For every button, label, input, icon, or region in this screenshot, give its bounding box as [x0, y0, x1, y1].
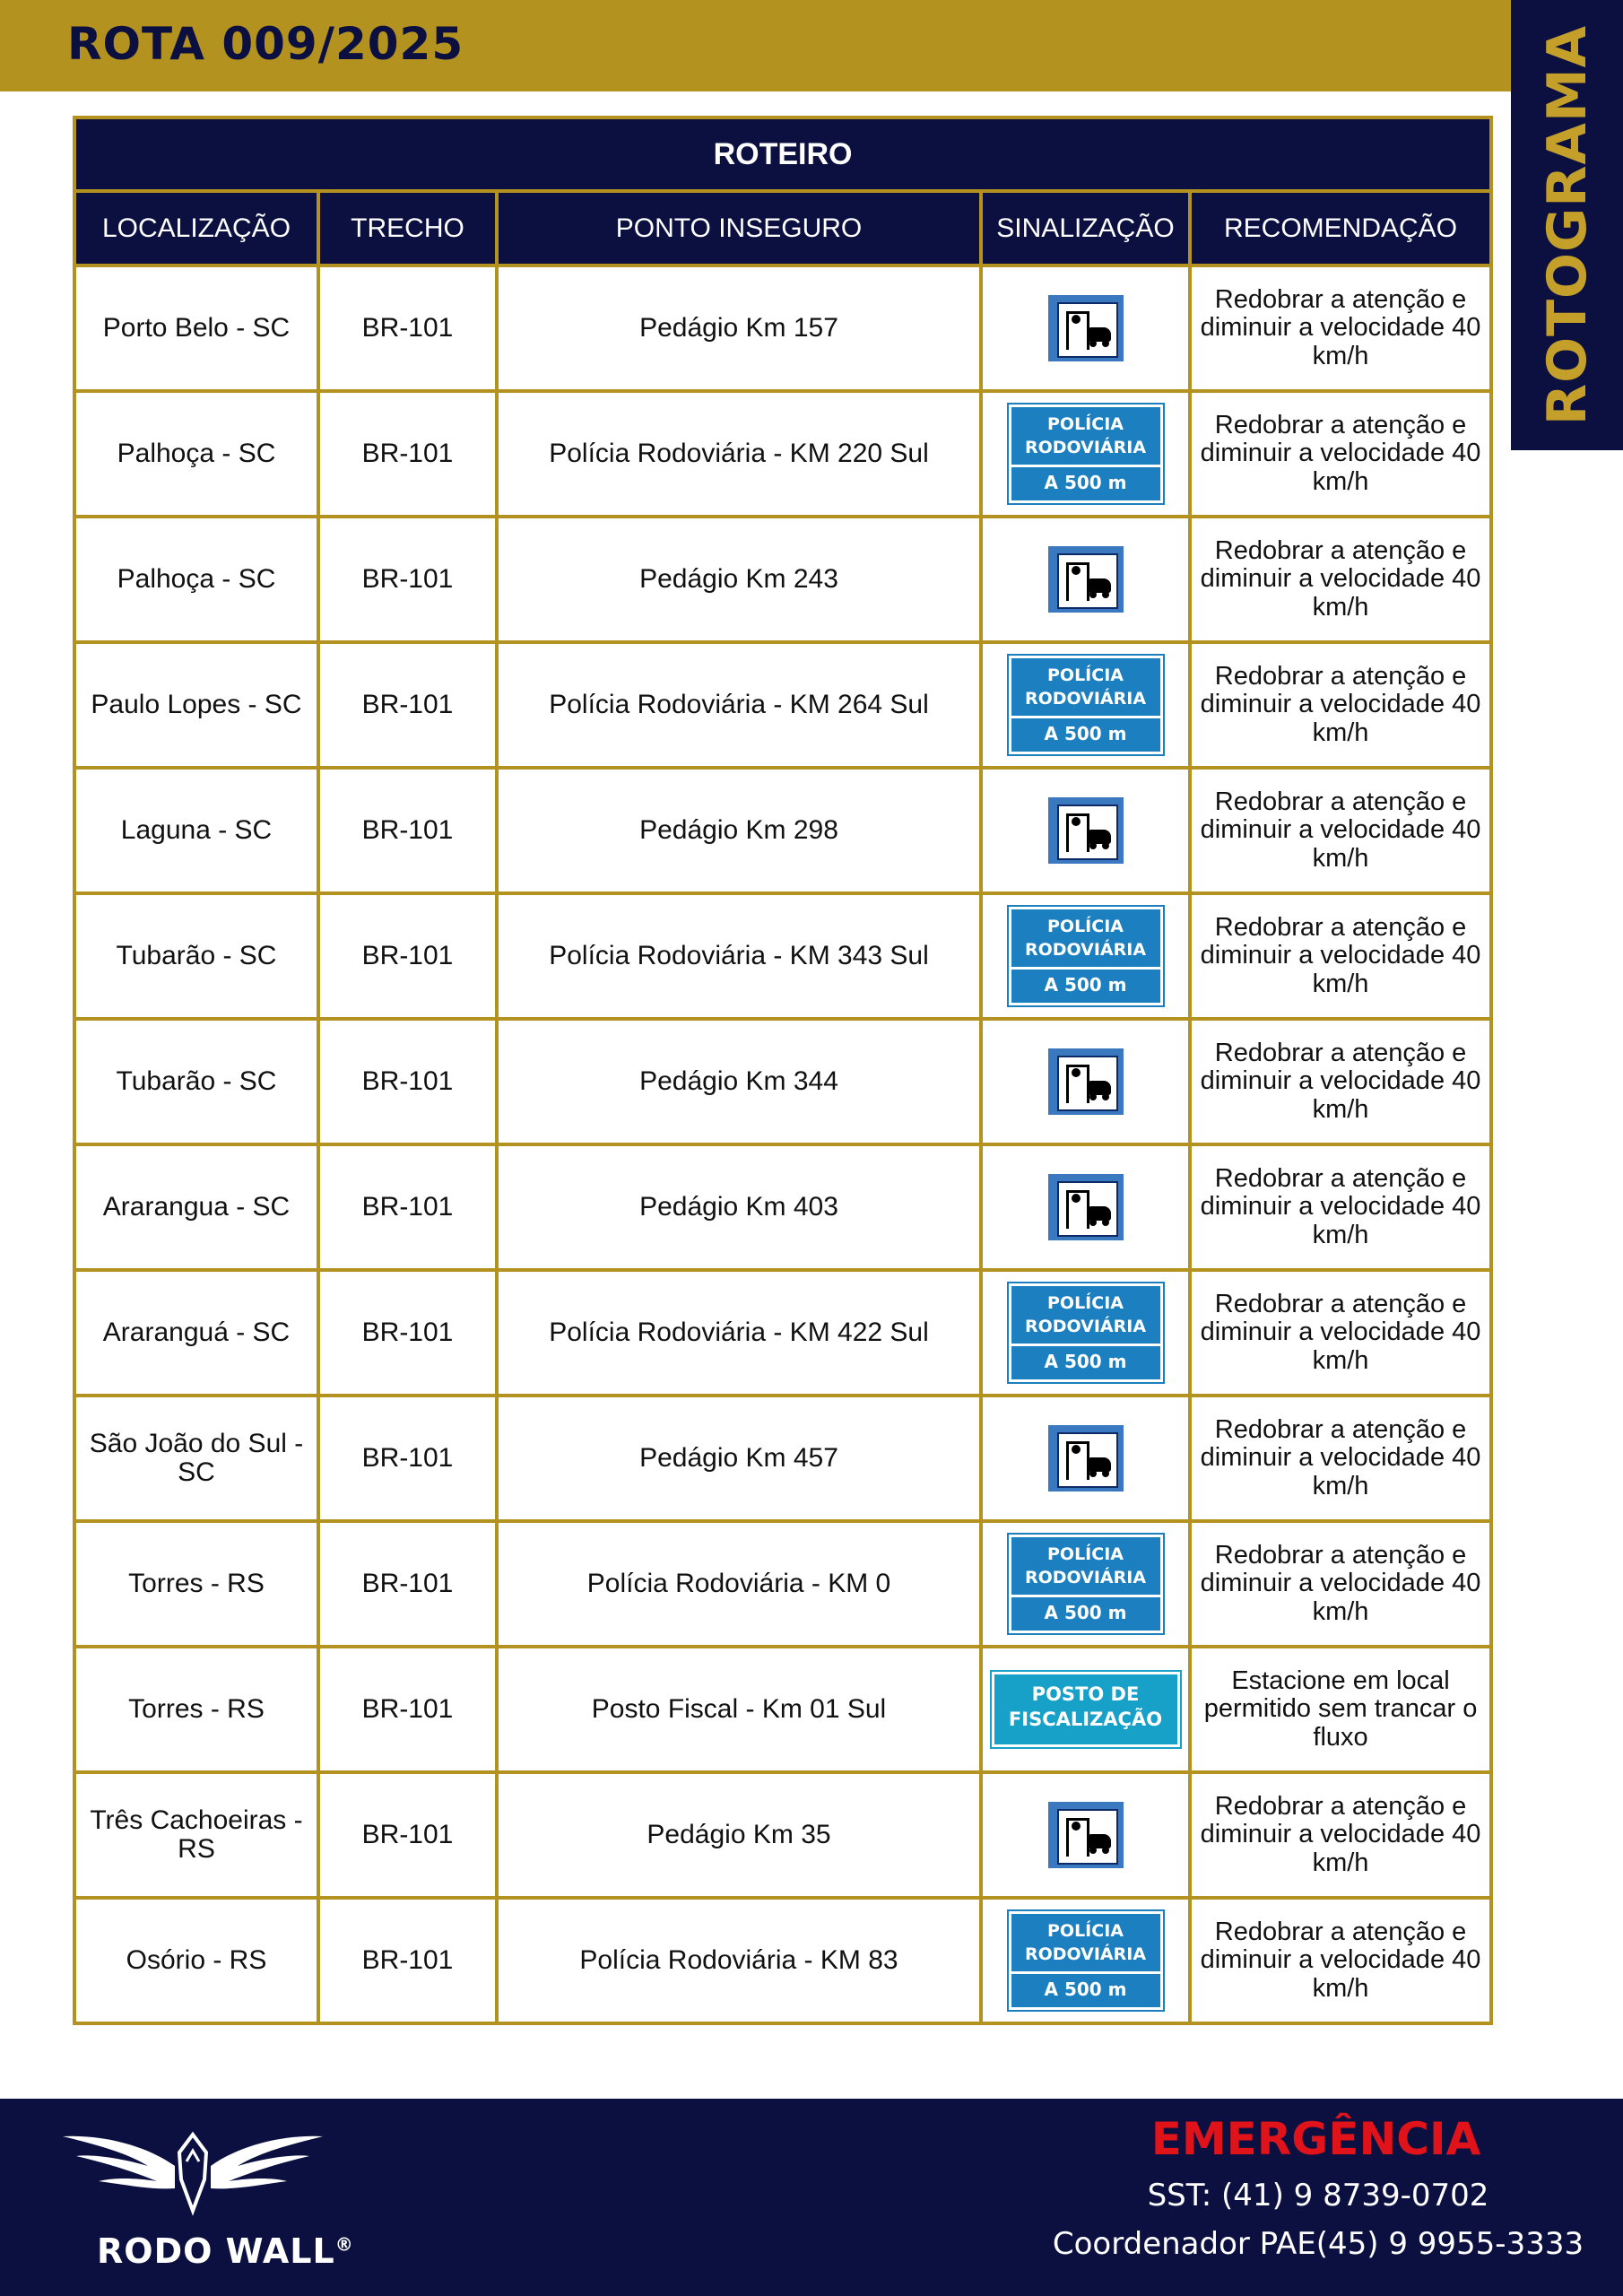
fiscal-post-sign	[992, 1672, 1180, 1747]
sign-cell	[981, 1898, 1190, 2023]
location-cell: Palhoça - SC	[74, 517, 318, 642]
road-cell: BR-101	[318, 1647, 497, 1772]
table-row	[74, 1396, 1491, 1521]
recommendation-cell: Redobrar a atenção e diminuir a velocidade 40 km/h	[1190, 642, 1491, 768]
toll-booth-sign-icon	[1048, 1425, 1124, 1492]
sign-cell	[981, 1396, 1190, 1521]
sign-line: RODOVIÁRIA	[1024, 689, 1147, 709]
sign-line: FISCALIZAÇÃO	[1008, 1709, 1163, 1730]
table-row	[74, 265, 1491, 391]
road-cell: BR-101	[318, 768, 497, 893]
road-cell: BR-101	[318, 391, 497, 517]
table-caption: ROTEIRO	[74, 117, 1491, 191]
sign-line: POLÍCIA	[1047, 414, 1124, 434]
footer	[0, 2099, 1623, 2296]
table-row	[74, 1647, 1491, 1772]
logo-text: RODO WALL®	[97, 2231, 354, 2271]
table-row	[74, 1019, 1491, 1144]
sign-line: A 500 m	[1044, 1979, 1127, 2000]
location-cell: Tubarão - SC	[74, 1019, 318, 1144]
road-cell: BR-101	[318, 1898, 497, 2023]
table-row	[74, 517, 1491, 642]
recommendation-cell: Redobrar a atenção e diminuir a velocidade 40 km/h	[1190, 1898, 1491, 2023]
column-header: RECOMENDAÇÃO	[1190, 191, 1491, 265]
sign-line: A 500 m	[1044, 723, 1127, 744]
road-cell: BR-101	[318, 517, 497, 642]
location-cell: Paulo Lopes - SC	[74, 642, 318, 768]
road-cell: BR-101	[318, 1019, 497, 1144]
recommendation-cell: Redobrar a atenção e diminuir a velocidade 40 km/h	[1190, 517, 1491, 642]
table-header-row	[74, 191, 1491, 265]
point-cell: Polícia Rodoviária - KM 422 Sul	[497, 1270, 981, 1396]
point-cell: Polícia Rodoviária - KM 220 Sul	[497, 391, 981, 517]
toll-booth-sign-icon	[1048, 797, 1124, 864]
location-cell: São João do Sul - SC	[74, 1396, 318, 1521]
toll-booth-sign-icon	[1048, 1048, 1124, 1115]
table-row	[74, 1521, 1491, 1647]
side-tab-label: ROTOGRAMA	[1535, 24, 1599, 426]
point-cell: Polícia Rodoviária - KM 0	[497, 1521, 981, 1647]
recommendation-cell: Redobrar a atenção e diminuir a velocidade 40 km/h	[1190, 1521, 1491, 1647]
point-cell: Pedágio Km 157	[497, 265, 981, 391]
table-row	[74, 893, 1491, 1019]
sign-line: POLÍCIA	[1047, 1293, 1124, 1313]
table-row	[74, 1898, 1491, 2023]
recommendation-cell: Estacione em local permitido sem trancar o fluxo	[1190, 1647, 1491, 1772]
road-cell: BR-101	[318, 265, 497, 391]
road-cell: BR-101	[318, 642, 497, 768]
sign-cell	[981, 893, 1190, 1019]
recommendation-cell: Redobrar a atenção e diminuir a velocidade 40 km/h	[1190, 893, 1491, 1019]
sign-line: RODOVIÁRIA	[1024, 940, 1147, 960]
sign-line: POLÍCIA	[1047, 1544, 1124, 1564]
sign-line: POLÍCIA	[1047, 665, 1124, 685]
column-header: SINALIZAÇÃO	[981, 191, 1190, 265]
route-table	[73, 116, 1493, 2025]
sign-line: RODOVIÁRIA	[1024, 1944, 1147, 1964]
sign-cell	[981, 1772, 1190, 1898]
police-ahead-sign	[1009, 907, 1163, 1005]
location-cell: Ararangua - SC	[74, 1144, 318, 1270]
table-row	[74, 391, 1491, 517]
emergency-title: EMERGÊNCIA	[1150, 2113, 1481, 2165]
header-bar	[0, 0, 1511, 91]
police-ahead-sign	[1009, 656, 1163, 754]
toll-booth-sign-icon	[1048, 295, 1124, 361]
sign-cell	[981, 1647, 1190, 1772]
road-cell: BR-101	[318, 1144, 497, 1270]
table-body	[74, 265, 1491, 2023]
point-cell: Pedágio Km 243	[497, 517, 981, 642]
recommendation-cell: Redobrar a atenção e diminuir a velocidade 40 km/h	[1190, 1019, 1491, 1144]
toll-booth-sign-icon	[1048, 1174, 1124, 1240]
toll-booth-sign-icon	[1048, 546, 1124, 613]
road-cell: BR-101	[318, 1772, 497, 1898]
point-cell: Pedágio Km 344	[497, 1019, 981, 1144]
recommendation-cell: Redobrar a atenção e diminuir a velocidade 40 km/h	[1190, 768, 1491, 893]
police-ahead-sign	[1009, 1535, 1163, 1633]
police-ahead-sign	[1009, 404, 1163, 503]
recommendation-cell: Redobrar a atenção e diminuir a velocidade 40 km/h	[1190, 1270, 1491, 1396]
location-cell: Osório - RS	[74, 1898, 318, 2023]
sign-cell	[981, 265, 1190, 391]
sign-line: POSTO DE	[1031, 1683, 1140, 1705]
sign-line: A 500 m	[1044, 1602, 1127, 1623]
toll-booth-sign-icon	[1048, 1802, 1124, 1868]
point-cell: Pedágio Km 457	[497, 1396, 981, 1521]
point-cell: Polícia Rodoviária - KM 83	[497, 1898, 981, 2023]
column-header: PONTO INSEGURO	[497, 191, 981, 265]
sst-phone: SST: (41) 9 8739-0702	[1147, 2178, 1489, 2213]
sign-line: RODOVIÁRIA	[1024, 1317, 1147, 1336]
recommendation-cell: Redobrar a atenção e diminuir a velocidade 40 km/h	[1190, 1772, 1491, 1898]
pae-phone: Coordenador PAE(45) 9 9955-3333	[1052, 2226, 1584, 2262]
column-header: LOCALIZAÇÃO	[74, 191, 318, 265]
sign-cell	[981, 517, 1190, 642]
point-cell: Polícia Rodoviária - KM 264 Sul	[497, 642, 981, 768]
page-title: ROTA 009/2025	[67, 18, 464, 70]
table-row	[74, 1772, 1491, 1898]
sign-line: A 500 m	[1044, 1351, 1127, 1372]
table-row	[74, 768, 1491, 893]
road-cell: BR-101	[318, 1270, 497, 1396]
emergency-contacts	[986, 2113, 1623, 2262]
sign-line: RODOVIÁRIA	[1024, 1568, 1147, 1587]
location-cell: Tubarão - SC	[74, 893, 318, 1019]
table-row	[74, 1144, 1491, 1270]
sign-cell	[981, 768, 1190, 893]
sign-cell	[981, 1019, 1190, 1144]
recommendation-cell: Redobrar a atenção e diminuir a velocidade 40 km/h	[1190, 265, 1491, 391]
point-cell: Pedágio Km 35	[497, 1772, 981, 1898]
recommendation-cell: Redobrar a atenção e diminuir a velocidade 40 km/h	[1190, 391, 1491, 517]
sign-line: RODOVIÁRIA	[1024, 438, 1147, 457]
table-row	[74, 642, 1491, 768]
point-cell: Pedágio Km 403	[497, 1144, 981, 1270]
location-cell: Três Cachoeiras - RS	[74, 1772, 318, 1898]
location-cell: Torres - RS	[74, 1521, 318, 1647]
point-cell: Pedágio Km 298	[497, 768, 981, 893]
road-cell: BR-101	[318, 1521, 497, 1647]
police-ahead-sign	[1009, 1283, 1163, 1382]
recommendation-cell: Redobrar a atenção e diminuir a velocidade 40 km/h	[1190, 1144, 1491, 1270]
police-ahead-sign	[1009, 1911, 1163, 2010]
road-cell: BR-101	[318, 893, 497, 1019]
table-row	[74, 1270, 1491, 1396]
sign-line: POLÍCIA	[1047, 1921, 1124, 1941]
sign-line: POLÍCIA	[1047, 917, 1124, 936]
sign-cell	[981, 1270, 1190, 1396]
side-tab	[1511, 0, 1623, 450]
sign-cell	[981, 1521, 1190, 1647]
sign-cell	[981, 1144, 1190, 1270]
column-header: TRECHO	[318, 191, 497, 265]
point-cell: Posto Fiscal - Km 01 Sul	[497, 1647, 981, 1772]
point-cell: Polícia Rodoviária - KM 343 Sul	[497, 893, 981, 1019]
sign-cell	[981, 391, 1190, 517]
sign-line: A 500 m	[1044, 472, 1127, 493]
location-cell: Araranguá - SC	[74, 1270, 318, 1396]
location-cell: Laguna - SC	[74, 768, 318, 893]
sign-cell	[981, 642, 1190, 768]
location-cell: Porto Belo - SC	[74, 265, 318, 391]
road-cell: BR-101	[318, 1396, 497, 1521]
location-cell: Palhoça - SC	[74, 391, 318, 517]
sign-line: A 500 m	[1044, 974, 1127, 996]
recommendation-cell: Redobrar a atenção e diminuir a velocidade 40 km/h	[1190, 1396, 1491, 1521]
winged-horse-logo-icon	[63, 2126, 323, 2224]
location-cell: Torres - RS	[74, 1647, 318, 1772]
